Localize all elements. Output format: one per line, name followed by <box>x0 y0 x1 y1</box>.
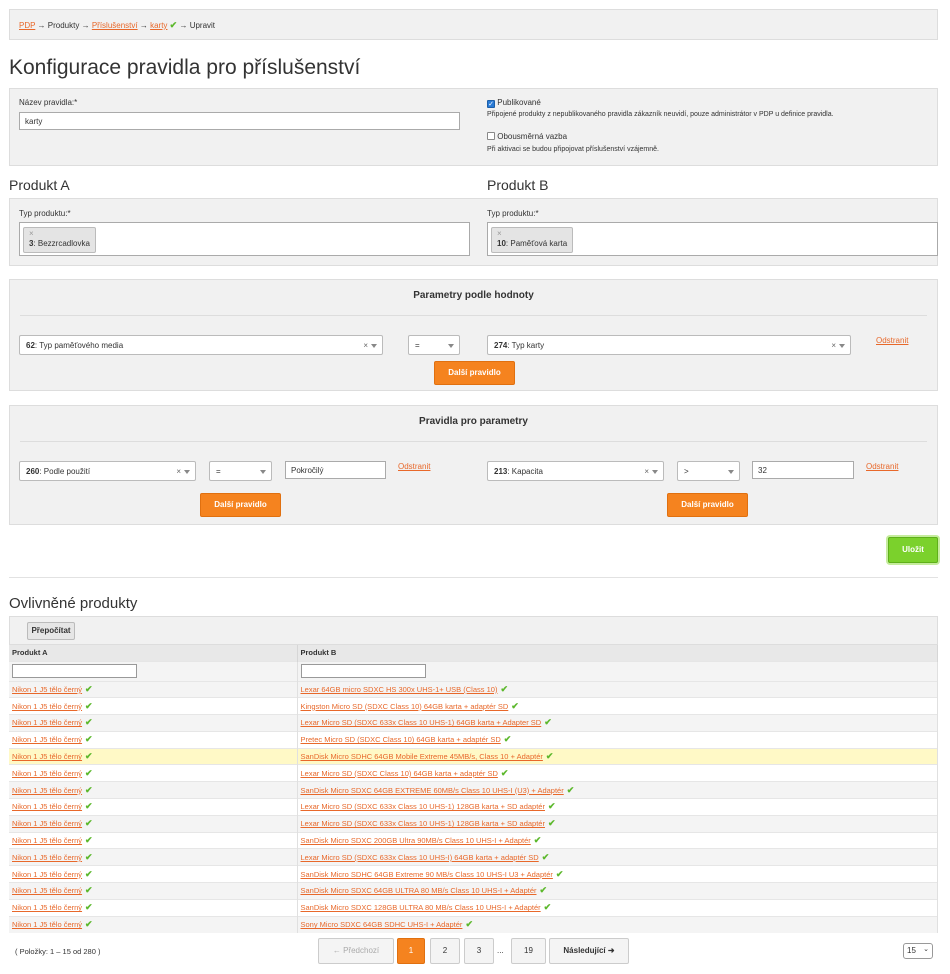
product-a-cell <box>9 765 297 782</box>
check-icon: ✔ <box>85 784 93 795</box>
page-1-button[interactable]: 1 <box>397 938 425 964</box>
tag-id: 10 <box>497 239 506 248</box>
column-header-product-a[interactable]: Produkt A <box>9 645 297 661</box>
breadcrumb-separator: → <box>81 21 90 30</box>
check-icon: ✔ <box>533 835 542 846</box>
product-b-link[interactable]: Lexar Micro SD (SDXC 633x Class 10 UHS-1) 128GB karta + SD adaptér <box>300 802 545 812</box>
param-name: : Typ paměťového media <box>34 341 124 350</box>
chevron-down-icon: ⌄ <box>923 946 929 953</box>
tag-name: : Paměťová karta <box>505 239 568 248</box>
product-a-cell <box>9 832 297 849</box>
product-b-cell <box>297 899 938 916</box>
product-a-filter-input[interactable] <box>12 664 137 678</box>
product-a-type-tag <box>23 227 96 253</box>
param-rule-b-select[interactable] <box>487 461 664 481</box>
product-a-cell <box>9 731 297 748</box>
product-b-link[interactable]: SanDisk Micro SDXC 200GB Ultra 90MB/s Class 10 UHS-I + Adaptér <box>300 836 531 846</box>
clear-icon[interactable]: × <box>176 467 181 476</box>
check-icon: ✔ <box>85 885 93 896</box>
check-icon: ✔ <box>85 767 93 778</box>
value-param-right-select[interactable] <box>487 335 851 355</box>
product-a-cell <box>9 715 297 732</box>
table-row <box>9 698 938 715</box>
product-a-cell <box>9 916 297 933</box>
product-b-link[interactable]: SanDisk Micro SDXC 64GB ULTRA 80 MB/s Class 10 UHS-I + Adaptér <box>300 886 537 896</box>
product-b-cell <box>297 815 938 832</box>
product-a-link[interactable]: Nikon 1 J5 tělo černý <box>12 869 83 879</box>
product-b-type-tag <box>491 227 573 253</box>
check-icon: ✔ <box>503 734 512 745</box>
chevron-down-icon <box>371 344 377 348</box>
check-icon: ✔ <box>85 700 93 711</box>
product-b-cell <box>297 748 938 765</box>
recalculate-button[interactable]: Přepočítat <box>27 622 75 640</box>
param-rule-a-remove-link[interactable]: Odstranit <box>398 462 431 471</box>
param-id: 274 <box>494 341 508 350</box>
product-a-cell <box>9 681 297 698</box>
product-b-link[interactable]: SanDisk Micro SDXC 64GB EXTREME 60MB/s Class 10 UHS-I (U3) + Adaptér <box>300 785 564 795</box>
per-page-select[interactable] <box>903 943 933 959</box>
product-a-link[interactable]: Nikon 1 J5 tělo černý <box>12 752 83 762</box>
check-icon: ✔ <box>85 818 93 829</box>
value-param-left-select[interactable] <box>19 335 383 355</box>
breadcrumb-produkty: Produkty <box>47 21 80 30</box>
filter-cell <box>9 661 297 681</box>
param-rule-b-add-rule-button[interactable]: Další pravidlo <box>667 493 748 517</box>
value-params-panel <box>9 279 938 391</box>
operator-value: > <box>684 467 689 476</box>
table-row <box>9 899 938 916</box>
check-icon: ✔ <box>85 751 93 762</box>
param-name: : Typ karty <box>507 341 545 350</box>
param-rule-b-value-input[interactable]: 32 <box>752 461 854 479</box>
param-rule-a-select[interactable] <box>19 461 196 481</box>
check-icon: ✔ <box>547 818 556 829</box>
product-b-link[interactable]: Lexar Micro SD (SDXC 633x Class 10 UHS-1) 128GB karta + SD adaptér <box>300 819 545 829</box>
breadcrumb-separator: → <box>179 21 188 30</box>
check-icon: ✔ <box>85 851 93 862</box>
product-a-link[interactable]: Nikon 1 J5 tělo černý <box>12 768 83 778</box>
product-a-cell <box>9 899 297 916</box>
product-a-heading: Produkt A <box>9 177 70 193</box>
product-a-cell <box>9 748 297 765</box>
product-b-cell <box>297 681 938 698</box>
product-b-cell <box>297 715 938 732</box>
table-row <box>9 681 938 698</box>
breadcrumb-separator: → <box>37 21 46 30</box>
param-rules-panel <box>9 405 938 525</box>
product-b-type-select[interactable] <box>487 222 938 256</box>
product-a-link[interactable]: Nikon 1 J5 tělo černý <box>12 920 83 930</box>
product-b-cell <box>297 731 938 748</box>
param-rule-b-remove-link[interactable]: Odstranit <box>866 462 899 471</box>
check-icon: ✔ <box>169 20 178 30</box>
chevron-down-icon <box>839 344 845 348</box>
operator-value: = <box>415 341 420 350</box>
product-a-cell <box>9 883 297 900</box>
check-icon: ✔ <box>511 700 519 711</box>
param-id: 62 <box>26 341 35 350</box>
product-a-link[interactable]: Nikon 1 J5 tělo černý <box>12 701 83 711</box>
clear-icon[interactable]: × <box>363 341 368 350</box>
affected-products-heading: Ovlivněné produkty <box>9 595 138 612</box>
value-params-title: Parametry podle hodnoty <box>413 290 534 301</box>
product-b-cell <box>297 782 938 799</box>
chevron-down-icon <box>728 470 734 474</box>
product-a-link[interactable]: Nikon 1 J5 tělo černý <box>12 903 83 913</box>
product-b-cell <box>297 799 938 816</box>
table-row <box>9 815 938 832</box>
product-b-link[interactable]: Kingston Micro SD (SDXC Class 10) 64GB karta + adaptér SD <box>300 701 509 711</box>
remove-tag-icon[interactable]: × <box>29 229 34 238</box>
table-row <box>9 765 938 782</box>
affected-products-table <box>9 645 938 933</box>
product-a-type-select[interactable] <box>19 222 470 256</box>
check-icon: ✔ <box>85 734 93 745</box>
param-rule-a-add-rule-button[interactable]: Další pravidlo <box>200 493 281 517</box>
chevron-down-icon <box>448 344 454 348</box>
table-row <box>9 799 938 816</box>
breadcrumb-prislusenstvi-link[interactable]: Příslušenství <box>91 21 138 30</box>
bidirectional-label: Obousměrná vazba <box>497 132 568 141</box>
check-icon: ✔ <box>545 751 554 762</box>
page-2-button[interactable]: 2 <box>430 938 460 964</box>
check-icon: ✔ <box>547 801 556 812</box>
product-a-cell <box>9 799 297 816</box>
table-row <box>9 849 938 866</box>
published-checkbox[interactable]: ✓ <box>488 101 494 108</box>
product-b-cell <box>297 866 938 883</box>
check-icon: ✔ <box>500 767 509 778</box>
table-row <box>9 866 938 883</box>
product-a-cell <box>9 866 297 883</box>
product-b-cell <box>297 765 938 782</box>
product-b-heading: Produkt B <box>487 177 549 193</box>
param-rule-b-operator-select[interactable] <box>677 461 740 481</box>
product-a-link[interactable]: Nikon 1 J5 tělo černý <box>12 852 83 862</box>
product-b-cell <box>297 832 938 849</box>
bidirectional-checkbox[interactable] <box>487 132 495 140</box>
product-b-cell <box>297 849 938 866</box>
pager-ellipsis: ... <box>497 946 504 955</box>
chevron-down-icon <box>652 470 658 474</box>
param-name: : Podle použití <box>39 467 91 476</box>
value-param-operator-select[interactable] <box>408 335 460 355</box>
product-b-cell <box>297 698 938 715</box>
published-label: Publikované <box>497 98 541 107</box>
next-page-button[interactable]: Následující ➜ <box>549 938 629 964</box>
check-icon: ✔ <box>85 919 93 930</box>
tag-name: : Bezzrcadlovka <box>33 239 90 248</box>
product-b-type-label: Typ produktu:* <box>487 209 539 218</box>
product-a-cell <box>9 815 297 832</box>
product-b-link[interactable]: SanDisk Micro SDHC 64GB Extreme 90 MB/s Class 10 UHS-I U3 + Adaptér <box>300 869 553 879</box>
divider <box>20 315 927 316</box>
param-rules-title: Pravidla pro parametry <box>419 416 528 427</box>
product-a-link[interactable]: Nikon 1 J5 tělo černý <box>12 819 83 829</box>
product-a-type-label: Typ produktu:* <box>19 209 71 218</box>
bidirectional-help: Při aktivaci se budou připojovat příslušenství vzájemně. <box>487 146 659 153</box>
rule-name-input[interactable]: karty <box>19 112 460 130</box>
product-b-link[interactable]: Pretec Micro SD (SDXC Class 10) 64GB karta + adaptér SD <box>300 735 501 745</box>
page-19-button[interactable]: 19 <box>511 938 546 964</box>
check-icon: ✔ <box>85 902 93 913</box>
product-b-filter-input[interactable] <box>301 664 426 678</box>
column-header-product-b[interactable]: Produkt B <box>297 645 938 661</box>
published-help: Připojené produkty z nepublikovaného pravidla zákazník neuvidí, pouze administrátor v PDP u definice pravidla. <box>487 111 834 118</box>
product-types-panel <box>9 198 938 266</box>
product-a-link[interactable]: Nikon 1 J5 tělo černý <box>12 735 83 745</box>
table-row <box>9 883 938 900</box>
check-icon: ✔ <box>543 902 552 913</box>
param-name: : Kapacita <box>507 467 543 476</box>
rule-settings-panel <box>9 88 938 166</box>
table-row <box>9 748 938 765</box>
clear-icon[interactable]: × <box>831 341 836 350</box>
product-b-link[interactable]: SanDisk Micro SDHC 64GB Mobile Extreme 45MB/s, Class 10 + Adaptér <box>300 752 543 762</box>
page-3-button[interactable]: 3 <box>464 938 494 964</box>
product-a-link[interactable]: Nikon 1 J5 tělo černý <box>12 886 83 896</box>
grid-toolbar <box>9 616 938 645</box>
product-b-link[interactable]: SanDisk Micro SDXC 128GB ULTRA 80 MB/s Class 10 UHS-I + Adaptér <box>300 903 541 913</box>
check-icon: ✔ <box>539 885 548 896</box>
table-row <box>9 715 938 732</box>
product-b-link[interactable]: Lexar Micro SD (SDXC 633x Class 10 UHS-I) 64GB karta + adaptér SD <box>300 852 539 862</box>
product-a-link[interactable]: Nikon 1 J5 tělo černý <box>12 718 83 728</box>
chevron-down-icon <box>260 470 266 474</box>
value-param-remove-link[interactable]: Odstranit <box>876 336 909 345</box>
breadcrumb-karty-link[interactable]: karty <box>150 21 168 30</box>
check-icon: ✔ <box>85 717 93 728</box>
breadcrumb-pdp-link[interactable]: PDP <box>19 21 36 30</box>
check-icon: ✔ <box>85 801 93 812</box>
page-title: Konfigurace pravidla pro příslušenství <box>9 56 361 79</box>
product-b-link[interactable]: Lexar Micro SD (SDXC Class 10) 64GB karta + adaptér SD <box>300 768 498 778</box>
check-icon: ✔ <box>465 919 473 930</box>
operator-value: = <box>216 467 221 476</box>
param-rule-a-operator-select[interactable] <box>209 461 272 481</box>
check-icon: ✔ <box>85 683 93 694</box>
param-id: 213 <box>494 467 508 476</box>
product-b-link[interactable]: Lexar Micro SD (SDXC 633x Class 10 UHS-1) 64GB karta + Adapter SD <box>300 718 542 728</box>
check-icon: ✔ <box>500 683 508 694</box>
table-row <box>9 916 938 933</box>
product-b-link[interactable]: Lexar 64GB micro SDXC HS 300x UHS-1+ USB (Class 10) <box>300 684 498 694</box>
chevron-down-icon <box>184 470 190 474</box>
product-b-link[interactable]: Sony Micro SDXC 64GB SDHC UHS-I + Adaptér <box>300 920 463 930</box>
breadcrumb <box>9 9 938 40</box>
param-id: 260 <box>26 467 40 476</box>
filter-cell <box>297 661 938 681</box>
product-b-cell <box>297 916 938 933</box>
check-icon: ✔ <box>541 851 550 862</box>
save-button[interactable]: Uložit <box>888 537 938 563</box>
product-a-link[interactable]: Nikon 1 J5 tělo černý <box>12 802 83 812</box>
check-icon: ✔ <box>566 784 575 795</box>
check-icon: ✔ <box>544 717 552 728</box>
breadcrumb-separator: → <box>139 21 148 30</box>
table-row <box>9 832 938 849</box>
table-row <box>9 731 938 748</box>
param-rule-a-value-input[interactable]: Pokročilý <box>285 461 386 479</box>
clear-icon[interactable]: × <box>644 467 649 476</box>
check-icon: ✔ <box>555 868 564 879</box>
divider <box>20 441 927 442</box>
check-icon: ✔ <box>85 868 93 879</box>
check-icon: ✔ <box>85 835 93 846</box>
product-a-link[interactable]: Nikon 1 J5 tělo černý <box>12 785 83 795</box>
table-row <box>9 782 938 799</box>
product-a-link[interactable]: Nikon 1 J5 tělo černý <box>12 684 83 694</box>
per-page-value: 15 <box>907 946 916 955</box>
items-info: ( Položky: 1 – 15 od 280 ) <box>15 947 101 956</box>
product-a-link[interactable]: Nikon 1 J5 tělo černý <box>12 836 83 846</box>
product-a-cell <box>9 849 297 866</box>
tag-id: 3 <box>29 239 34 248</box>
divider <box>9 577 938 578</box>
prev-page-button[interactable]: ← Předchozí <box>318 938 394 964</box>
remove-tag-icon[interactable]: × <box>497 229 502 238</box>
product-b-cell <box>297 883 938 900</box>
product-a-cell <box>9 782 297 799</box>
value-param-add-rule-button[interactable]: Další pravidlo <box>434 361 515 385</box>
breadcrumb-upravit: Upravit <box>189 21 216 30</box>
rule-name-label: Název pravidla:* <box>19 98 78 107</box>
product-a-cell <box>9 698 297 715</box>
